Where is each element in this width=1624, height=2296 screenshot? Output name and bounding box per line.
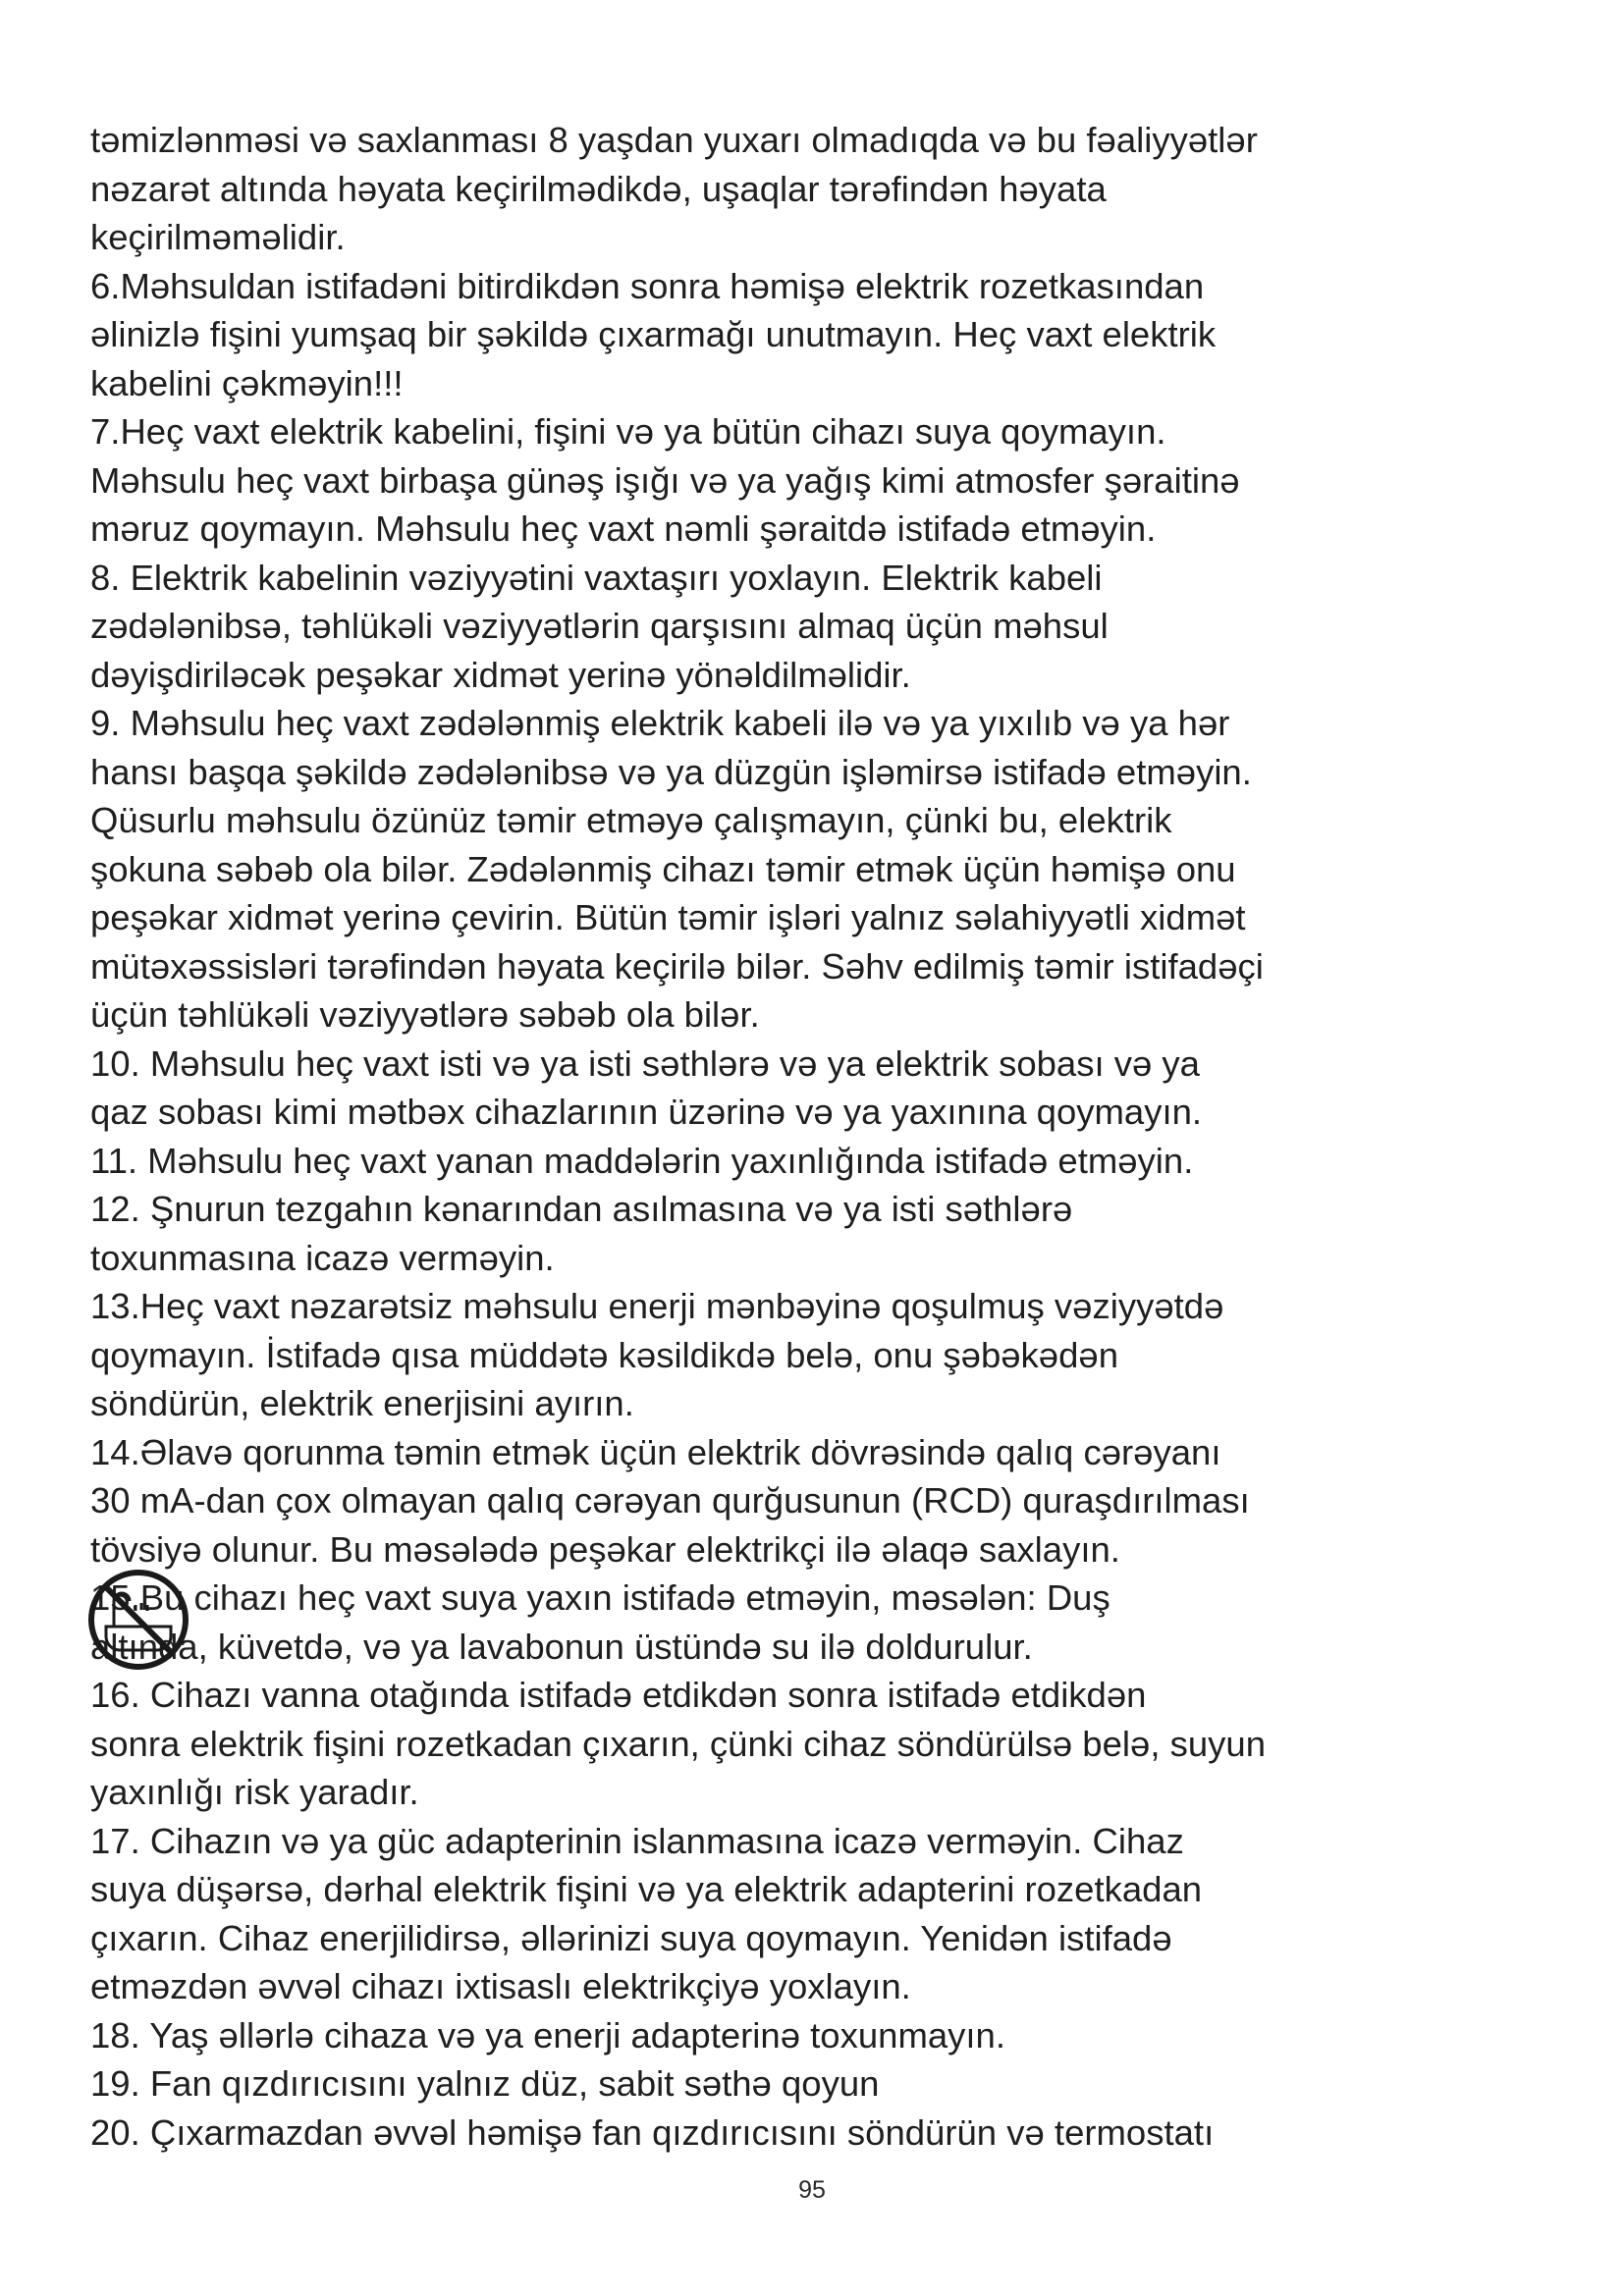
paragraph-10: 10. Məhsulu heç vaxt isti və ya isti səthlərə və ya elektrik sobası və ya qaz sobası kimi mətbəx cihazlarının üzərinə və ya yaxınına qoymayın.: [90, 1042, 1203, 1132]
document-body: [90, 116, 1543, 2157]
paragraph-18: 18. Yaş əllərlə cihaza və ya enerji adapterinə toxunmayın.: [90, 2014, 1005, 2056]
paragraph-6: 6.Məhsuldan istifadəni bitirdikdən sonra həmişə elektrik rozetkasından əlinizlə fişini yumşaq bir şəkildə çıxarmağı unutmayın. Heç vaxt elektrik kabelini çəkməyin!!!: [90, 265, 1217, 403]
no-bath-water-icon: [84, 1566, 192, 1674]
paragraph-13: 13.Heç vaxt nəzarətsiz məhsulu enerji mənbəyinə qoşulmuş vəziyyətdə qoymayın. İstifadə qısa müddətə kəsildikdə belə, onu şəbəkədən söndürün, elektrik enerjisini ayırın.: [90, 1286, 1224, 1423]
paragraph-15-wrapper: [90, 1574, 1543, 1671]
paragraph-16: 16. Cihazı vanna otağında istifadə etdikdən sonra istifadə etdikdən sonra elektrik fişini rozetkadan çıxarın, çünki cihaz söndürülsə belə, suyun yaxınlığı risk yaradır.: [90, 1675, 1266, 1812]
paragraph-20: 20. Çıxarmazdan əvvəl həmişə fan qızdırıcısını söndürün və termostatı: [90, 2111, 1215, 2153]
paragraph-9: 9. Məhsulu heç vaxt zədələnmiş elektrik kabeli ilə və ya yıxılıb və ya hər hansı başqa şəkildə zədələnibsə və ya düzgün işləmirsə istifadə etməyin. Qüsurlu məhsulu özünüz təmir etməyə çalışmayın, çünki bu, elektrik şokuna səbəb ola bilər. Zədələnmiş cihazı təmir etmək üçün həmişə onu peşəkar xidmət yerinə çevirin. Bütün təmir işləri yalnız səlahiyyətli xidmət mütəxəssisləri tərəfindən həyata keçirilə bilər. Səhv edilmiş təmir istifadəçi üçün təhlükəli vəziyyətlərə səbəb ola bilər.: [90, 703, 1264, 1035]
paragraph-15: 15.Bu cihazı heç vaxt suya yaxın istifadə etməyin, məsələn: Duş altında, küvetdə, və ya lavabonun üstündə su ilə doldurulur.: [90, 1577, 1110, 1667]
paragraph-19: 19. Fan qızdırıcısını yalnız düz, sabit səthə qoyun: [90, 2063, 880, 2104]
paragraph-8: 8. Elektrik kabelinin vəziyyətini vaxtaşırı yoxlayın. Elektrik kabeli zədələnibsə, təhlükəli vəziyyətlərin qarşısını almaq üçün məhsul dəyişdiriləcək peşəkar xidmət yerinə yönəldilməlidir.: [90, 557, 1109, 695]
paragraph-14: 14.Əlavə qorunma təmin etmək üçün elektrik dövrəsində qalıq cərəyanı 30 mA-dan çox olmayan qalıq cərəyan qurğusunun (RCD) quraşdırılması tövsiyə olunur. Bu məsələdə peşəkar elektrikçi ilə əlaqə saxlayın.: [90, 1431, 1250, 1570]
page-number: 95: [798, 2176, 826, 2204]
paragraph-12: 12. Şnurun tezgahın kənarından asılmasına və ya isti səthlərə toxunmasına icazə verməyin.: [90, 1189, 1073, 1278]
paragraph-continuation: təmizlənməsi və saxlanması 8 yaşdan yuxarı olmadıqda və bu fəaliyyətlər nəzarət altında həyata keçirilmədikdə, uşaqlar tərəfindən həyata keçirilməməlidir.: [90, 120, 1258, 257]
paragraph-11: 11. Məhsulu heç vaxt yanan maddələrin yaxınlığında istifadə etməyin.: [90, 1140, 1194, 1181]
paragraph-17: 17. Cihazın və ya güc adapterinin islanmasına icazə verməyin. Cihaz suya düşərsə, dərhal elektrik fişini və ya elektrik adapterini rozetkadan çıxarın. Cihaz enerjilidirsə, əllərinizi suya qoymayın. Yenidən istifadə etməzdən əvvəl cihazı ixtisaslı elektrikçiyə yoxlayın.: [90, 1820, 1203, 2006]
paragraph-7: 7.Heç vaxt elektrik kabelini, fişini və ya bütün cihazı suya qoymayın. Məhsulu heç vaxt birbaşa günəş işığı və ya yağış kimi atmosfer şəraitinə məruz qoymayın. Məhsulu heç vaxt nəmli şəraitdə istifadə etməyin.: [90, 411, 1240, 549]
